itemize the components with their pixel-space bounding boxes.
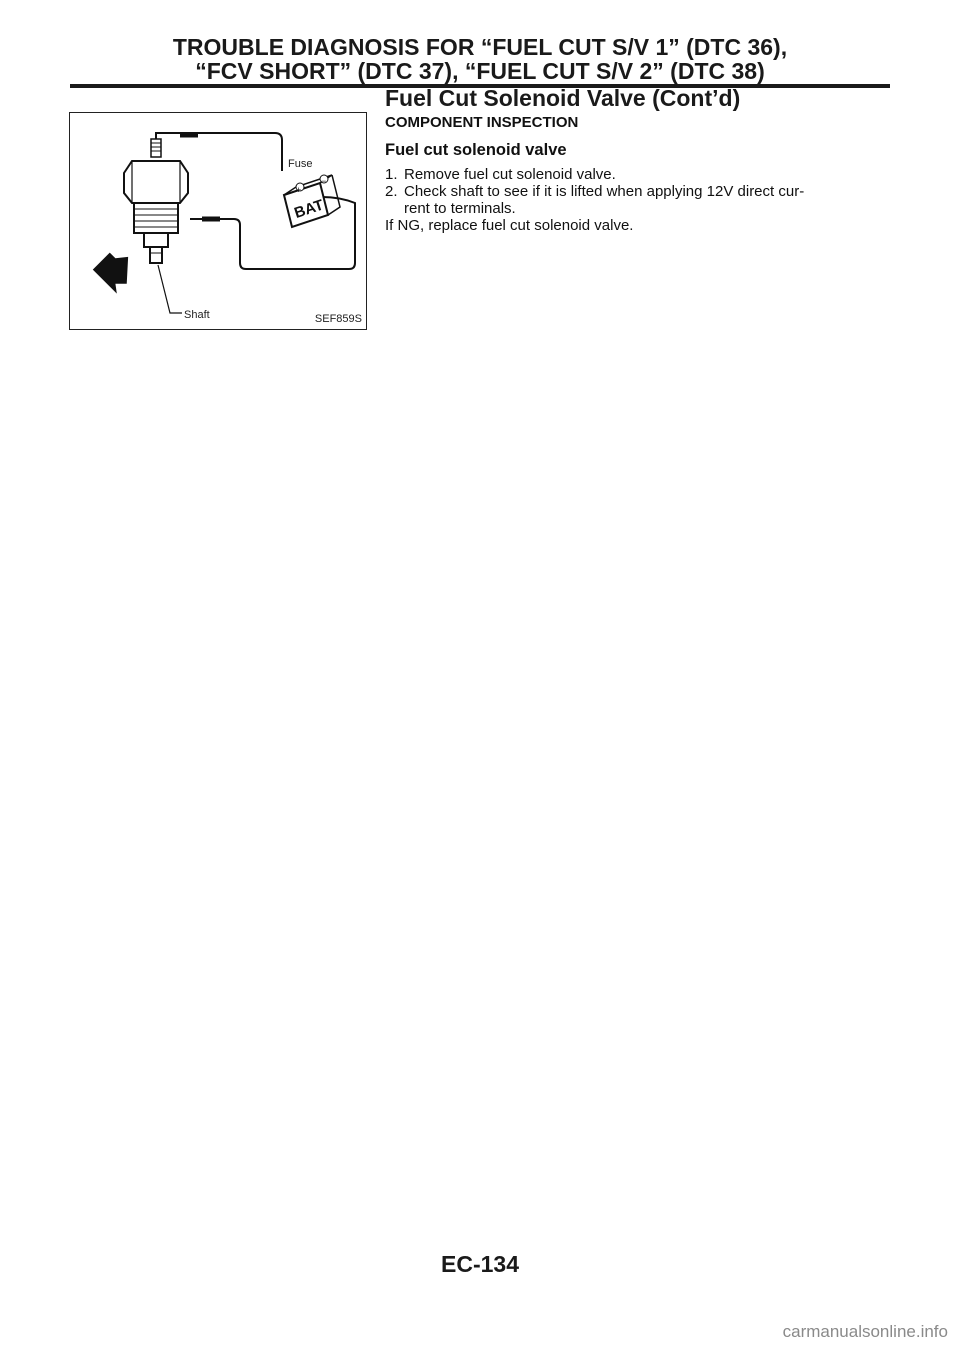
step-text: Check shaft to see if it is lifted when applying 12V direct cur- — [404, 183, 805, 200]
shaft-label: Shaft — [184, 309, 210, 321]
fuse-label: Fuse — [288, 158, 313, 170]
step-text: Remove fuel cut solenoid valve. — [404, 166, 616, 183]
subsection-heading: COMPONENT INSPECTION — [385, 114, 579, 131]
header-title-line-1: TROUBLE DIAGNOSIS FOR “FUEL CUT S/V 1” (DTC 36), — [172, 34, 788, 60]
header-title-line-2: “FCV SHORT” (DTC 37), “FUEL CUT S/V 2” (DTC 38) — [195, 58, 765, 84]
step-1 — [385, 166, 890, 183]
battery-icon — [284, 175, 340, 227]
step-2-continuation: rent to terminals. — [404, 200, 516, 217]
battery-label: BAT — [292, 196, 326, 222]
step-2 — [385, 183, 890, 200]
battery-minus: − — [321, 176, 327, 186]
inspection-content — [385, 114, 890, 234]
solenoid-valve-diagram — [70, 113, 366, 329]
front-arrow-icon — [93, 246, 141, 294]
result-note: If NG, replace fuel cut solenoid valve. — [385, 217, 634, 234]
watermark: carmanualsonline.info — [782, 1322, 948, 1341]
item-heading: Fuel cut solenoid valve — [385, 141, 567, 159]
solenoid-valve-icon — [124, 139, 188, 263]
section-title: Fuel Cut Solenoid Valve (Cont’d) — [385, 85, 741, 111]
step-number: 1. — [385, 166, 398, 183]
figure-code: SEF859S — [314, 313, 362, 325]
page-code: EC-134 — [441, 1251, 519, 1277]
step-number: 2. — [385, 183, 398, 200]
battery-plus: + — [296, 185, 302, 195]
figure-solenoid-test — [69, 112, 367, 330]
